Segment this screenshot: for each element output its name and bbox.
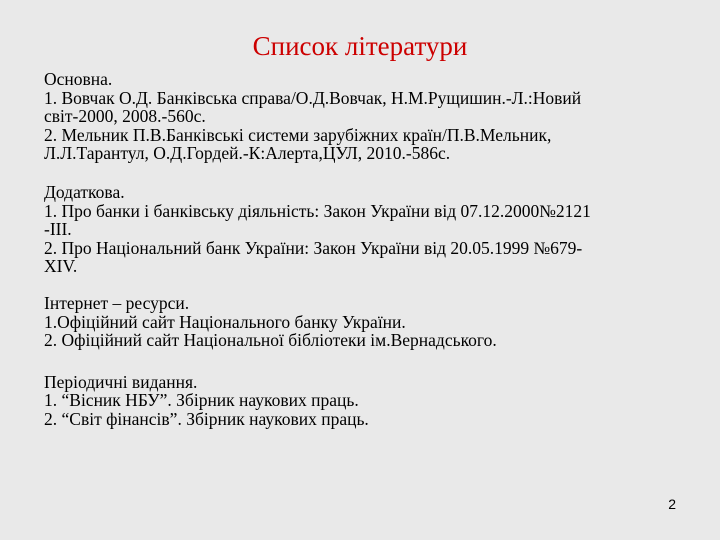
section-heading-internet: Інтернет – ресурси. <box>44 292 190 313</box>
additional-item-2-line-2: XIV. <box>44 256 78 277</box>
section-main <box>44 70 684 163</box>
bibliography-list <box>44 70 684 429</box>
main-item-1-line-1: 1. Вовчак О.Д. Банківська справа/О.Д.Вовчак, Н.М.Рущишин.-Л.:Новий <box>44 87 582 108</box>
main-item-1-line-2: світ-2000, 2008.-560с. <box>44 106 206 127</box>
section-heading-additional: Додаткова. <box>44 181 125 202</box>
section-spacer <box>44 350 684 373</box>
additional-item-2-line-1: 2. Про Національний банк України: Закон України від 20.05.1999 №679- <box>44 237 583 258</box>
page-number: 2 <box>668 496 676 512</box>
main-item-2-line-2: Л.Л.Тарантул, О.Д.Гордей.-К:Алерта,ЦУЛ, 2010.-586с. <box>44 143 451 164</box>
additional-item-1-line-1: 1. Про банки і банківську діяльність: Закон України від 07.12.2000№2121 <box>44 200 591 221</box>
internet-item-1: 1.Офіційний сайт Національного банку України. <box>44 311 406 332</box>
periodicals-item-1: 1. “Вісник НБУ”. Збірник наукових праць. <box>44 390 359 411</box>
additional-item-1-line-2: -ІІІ. <box>44 219 72 240</box>
section-periodicals <box>44 373 684 429</box>
section-internet <box>44 294 684 350</box>
section-heading-main: Основна. <box>44 69 113 89</box>
periodicals-item-2: 2. “Світ фінансів”. Збірник наукових праць. <box>44 408 369 429</box>
section-spacer <box>44 163 684 183</box>
page-title: Список літератури <box>252 31 468 61</box>
main-item-2-line-1: 2. Мельник П.В.Банківські системи зарубіжних країн/П.В.Мельник, <box>44 124 552 145</box>
section-heading-periodicals: Періодичні видання. <box>44 371 198 392</box>
internet-item-2: 2. Офіційний сайт Національної бібліотеки ім.Вернадського. <box>44 330 497 351</box>
section-additional <box>44 183 684 276</box>
section-spacer <box>44 276 684 294</box>
